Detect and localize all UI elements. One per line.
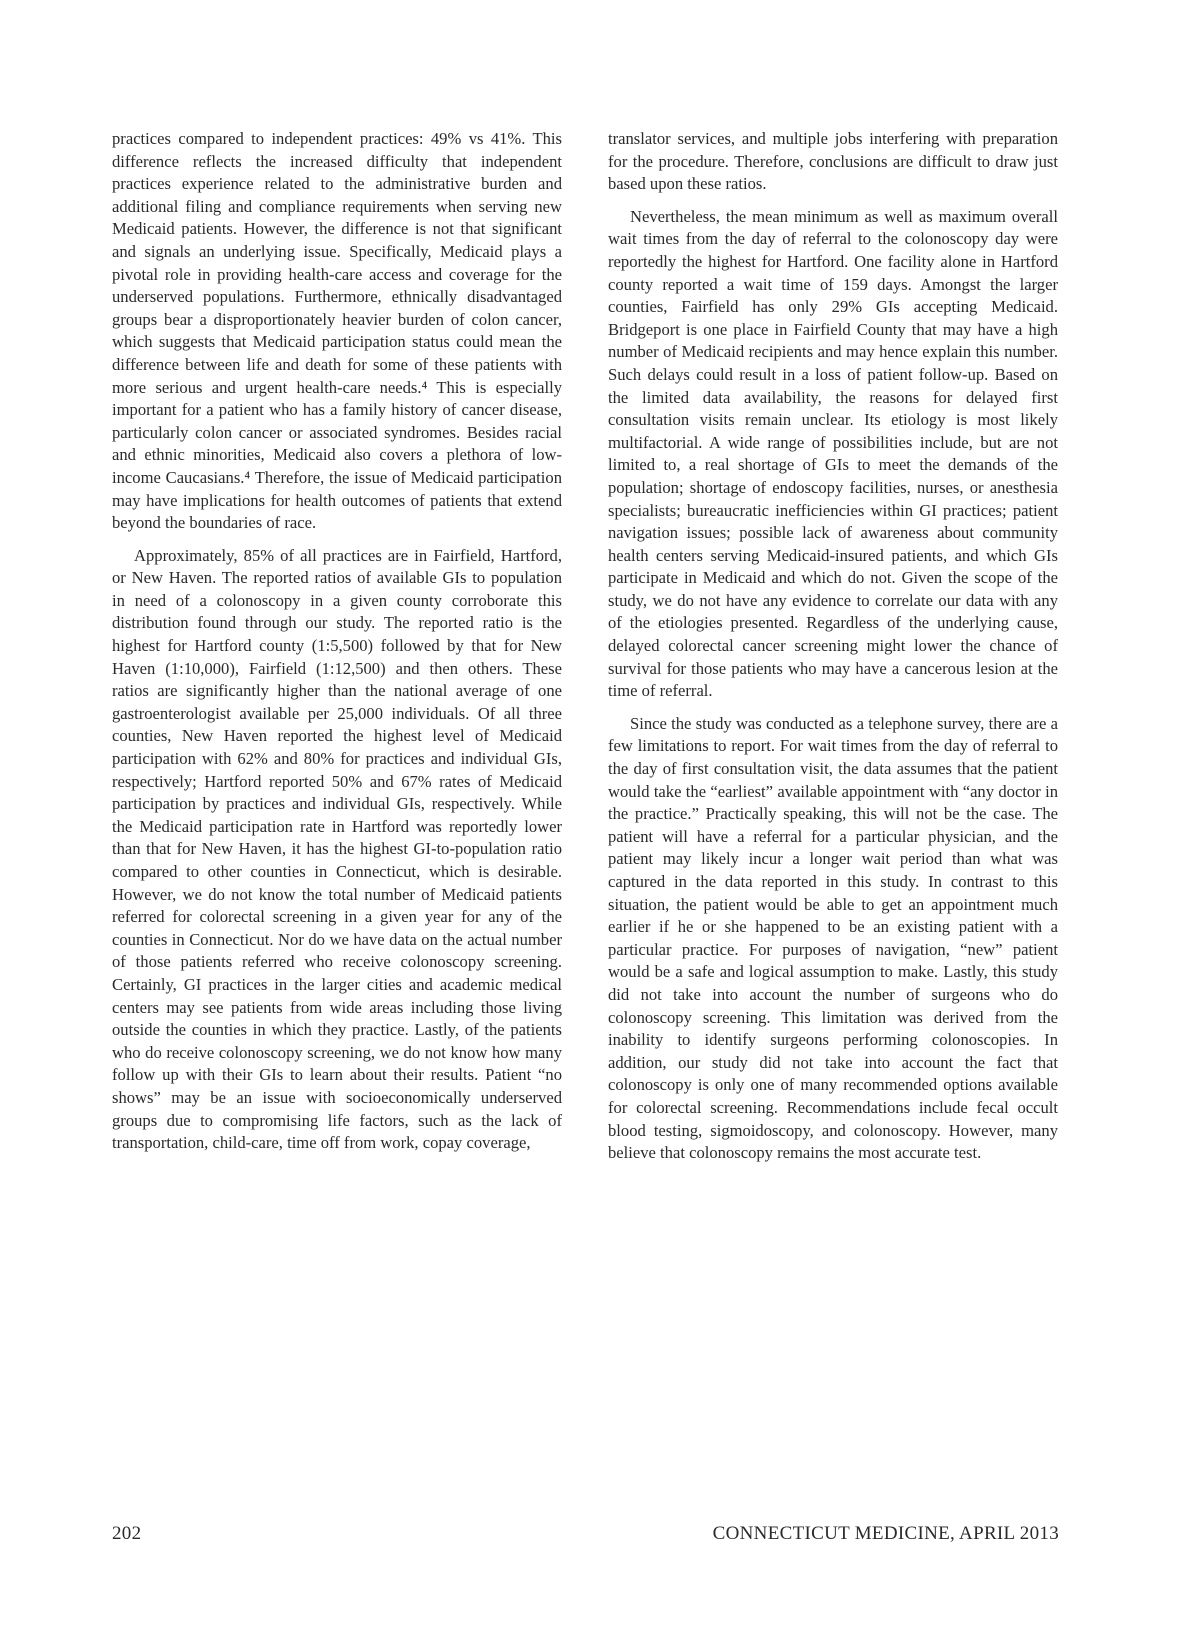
right-text-column (608, 128, 1058, 1165)
paragraph: Approximately, 85% of all practices are in Fairfield, Hartford, or New Haven. The reported ratios of available GIs to population in need of a colonoscopy in a given county corroborate this distribution found through our study. The reported ratio is the highest for Hartford county (1:5,500) followed by that for New Haven (1:10,000), Fairfield (1:12,500) and then others. These ratios are significantly higher than the national average of one gastroenterologist available per 25,000 individuals. Of all three counties, New Haven reported the highest level of Medicaid participation with 62% and 80% for practices and individual GIs, respectively; Hartford reported 50% and 67% rates of Medicaid participation by practices and individual GIs, respectively. While the Medicaid participation rate in Hartford was reportedly lower than that for New Haven, it has the highest GI-to-population ratio compared to other counties in Connecticut, which is desirable. However, we do not know the total number of Medicaid patients referred for colorectal screening in a given year for any of the counties in Connecticut. Nor do we have data on the actual number of those patients referred who receive colonoscopy screening. Certainly, GI practices in the larger cities and academic medical centers may see patients from wide areas including those living outside the counties in which they practice. Lastly, of the patients who do receive colonoscopy screening, we do not know how many follow up with their GIs to learn about their results. Patient “no shows” may be an issue with socioeconomically underserved groups due to compromising life factors, such as the lack of transportation, child-care, time off from work, copay coverage, (112, 545, 562, 1153)
paragraph-continued: translator services, and multiple jobs interfering with preparation for the procedure. Therefore, conclusions are difficult to draw just based upon these ratios. (608, 129, 1058, 194)
journal-running-footer: CONNECTICUT MEDICINE, APRIL 2013 (712, 1523, 1059, 1544)
paragraph: Since the study was conducted as a telephone survey, there are a few limitations to report. For wait times from the day of referral to the day of first consultation visit, the data assumes that the patient would take the “earliest” available appointment with “any doctor in the practice.” Practically speaking, this will not be the case. The patient will have a referral for a particular physician, and the patient may likely incur a longer wait period than what was captured in the data reported in this study. In contrast to this situation, the patient would be able to get an appointment much earlier if he or she happened to be an existing patient with a particular practice. For purposes of navigation, “new” patient would be a safe and logical assumption to make. Lastly, this study did not take into account the number of surgeons who do colonoscopy screening. This limitation was derived from the inability to identify surgeons performing colonoscopies. In addition, our study did not take into account the fact that colonoscopy is only one of many recommended options available for colorectal screening. Recommendations include fecal occult blood testing, sigmoidoscopy, and colonoscopy. However, many believe that colonoscopy remains the most accurate test. (608, 713, 1058, 1163)
left-text-column (112, 128, 562, 1155)
paragraph: Nevertheless, the mean minimum as well as maximum overall wait times from the day of referral to the colonoscopy day were reportedly the highest for Hartford. One facility alone in Hartford county reported a wait time of 159 days. Amongst the larger counties, Fairfield has only 29% GIs accepting Medicaid. Bridgeport is one place in Fairfield County that may have a high number of Medicaid recipients and may hence explain this number. Such delays could result in a loss of patient follow-up. Based on the limited data availability, the reasons for delayed first consultation visits remain unclear. Its etiology is most likely multifactorial. A wide range of possibilities include, but are not limited to, a real shortage of GIs to meet the demands of the population; shortage of endoscopy facilities, nurses, or anesthesia specialists; bureaucratic inefficiencies within GI practices; patient navigation issues; possible lack of awareness about community health centers serving Medicaid-insured patients, and which GIs participate in Medicaid and which do not. Given the scope of the study, we do not have any evidence to correlate our data with any of the etiologies presented. Regardless of the underlying cause, delayed colorectal cancer screening might lower the chance of survival for those patients who may have a cancerous lesion at the time of referral. (608, 206, 1058, 701)
page-number: 202 (112, 1523, 142, 1544)
paragraph-continued: practices compared to independent practices: 49% vs 41%. This difference reflects the increased difficulty that independent practices experience related to the administrative burden and additional filing and compliance requirements when serving new Medicaid patients. However, the difference is not that significant and signals an underlying issue. Specifically, Medicaid plays a pivotal role in providing health-care access and coverage for the underserved populations. Furthermore, ethnically disadvantaged groups bear a disproportionately heavier burden of colon cancer, which suggests that Medicaid participation status could mean the difference between life and death for some of these patients with more serious and urgent health-care needs.⁴ This is especially important for a patient who has a family history of cancer disease, particularly colon cancer or associated syndromes. Besides racial and ethnic minorities, Medicaid also covers a plethora of low-income Caucasians.⁴ Therefore, the issue of Medicaid participation may have implications for health outcomes of patients that extend beyond the boundaries of race. (112, 129, 562, 533)
